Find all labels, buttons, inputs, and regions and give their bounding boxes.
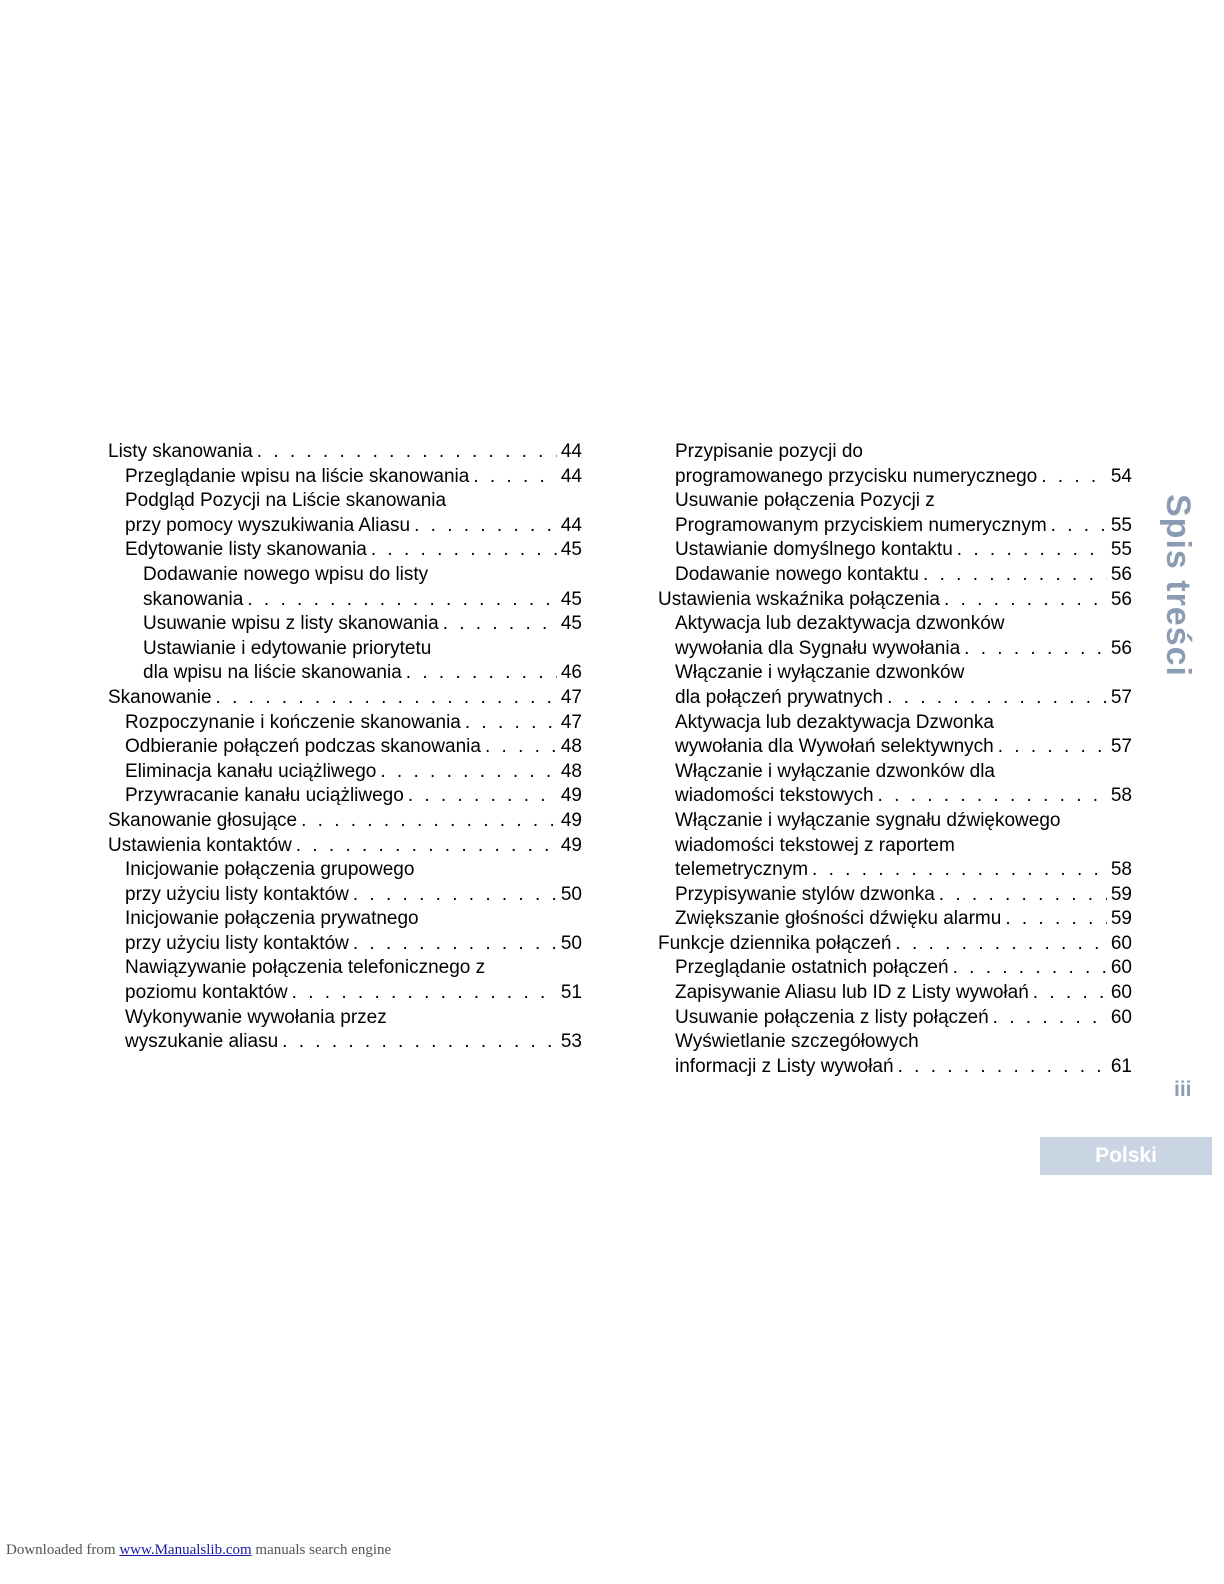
toc-entry-row bbox=[125, 932, 582, 957]
toc-entry-title: Ustawienia kontaktów bbox=[108, 834, 292, 856]
toc-entry-row bbox=[125, 735, 582, 760]
toc-entry-title-line: Aktywacja lub dezaktywacja dzwonków bbox=[675, 613, 1005, 635]
toc-entry-row bbox=[675, 465, 1132, 490]
toc-entry-title: telemetrycznym bbox=[675, 859, 809, 881]
toc-entry-row bbox=[125, 760, 582, 785]
toc-entry-title-line: Inicjowanie połączenia prywatnego bbox=[125, 908, 419, 930]
dot-leader bbox=[292, 981, 557, 1006]
toc-entry[interactable] bbox=[675, 981, 1132, 1006]
toc-entry-page: 49 bbox=[560, 785, 582, 807]
toc-entry-title-line: Dodawanie nowego wpisu do listy bbox=[143, 563, 429, 585]
toc-entry[interactable] bbox=[125, 1006, 582, 1055]
toc-entry-row bbox=[108, 834, 582, 859]
toc-entry-title: informacji z Listy wywołań bbox=[675, 1055, 894, 1077]
toc-entry-title: Zapisywanie Aliasu lub ID z Listy wywołań bbox=[675, 982, 1029, 1004]
toc-entry-row bbox=[675, 858, 1132, 883]
toc-entry-row bbox=[675, 883, 1132, 908]
dot-leader bbox=[353, 883, 557, 908]
toc-column-right bbox=[658, 440, 1132, 1079]
toc-entry-title: Eliminacja kanału uciążliwego bbox=[125, 760, 377, 782]
toc-entry-title: Przywracanie kanału uciążliwego bbox=[125, 785, 404, 807]
toc-entry-row bbox=[675, 907, 1132, 932]
toc-entry-page: 44 bbox=[560, 441, 582, 462]
toc-entry[interactable] bbox=[143, 637, 582, 686]
toc-entry[interactable] bbox=[658, 932, 1132, 957]
toc-entry[interactable] bbox=[108, 440, 582, 465]
toc-entry[interactable] bbox=[125, 711, 582, 736]
dot-leader bbox=[443, 612, 557, 637]
dot-leader bbox=[953, 956, 1107, 981]
toc-entry-title: przy użyciu listy kontaktów bbox=[125, 883, 349, 905]
toc-entry-page: 49 bbox=[560, 809, 582, 831]
dot-leader bbox=[878, 784, 1107, 809]
toc-entry-page: 48 bbox=[560, 736, 582, 758]
dot-leader bbox=[406, 661, 557, 686]
dot-leader bbox=[216, 686, 557, 711]
toc-entry-row bbox=[143, 661, 582, 686]
toc-entry-title: skanowania bbox=[143, 588, 244, 610]
dot-leader bbox=[380, 760, 557, 785]
toc-entry-page: 61 bbox=[1110, 1055, 1132, 1077]
toc-entry-title: Skanowanie bbox=[108, 686, 212, 708]
toc-entry-page: 56 bbox=[1110, 563, 1132, 585]
toc-entry-title: wyszukanie aliasu bbox=[125, 1031, 279, 1053]
toc-entry[interactable] bbox=[143, 612, 582, 637]
toc-entry-title: programowanego przycisku numerycznego bbox=[675, 465, 1038, 487]
toc-entry-row bbox=[675, 514, 1132, 539]
toc-entry-page: 59 bbox=[1110, 908, 1132, 930]
toc-entry[interactable] bbox=[125, 858, 582, 907]
toc-entry[interactable] bbox=[675, 956, 1132, 981]
dot-leader bbox=[1033, 981, 1107, 1006]
dot-leader bbox=[993, 1006, 1107, 1031]
toc-entry[interactable] bbox=[125, 907, 582, 956]
toc-entry-row bbox=[675, 686, 1132, 711]
toc-entry-row bbox=[108, 809, 582, 834]
toc-entry-title: Listy skanowania bbox=[108, 441, 253, 462]
footer bbox=[6, 1542, 391, 1559]
toc-entry-page: 49 bbox=[560, 834, 582, 856]
toc-entry-title-line: Usuwanie połączenia Pozycji z bbox=[675, 490, 935, 512]
toc-entry-page: 51 bbox=[560, 982, 582, 1004]
toc-entry-title: przy pomocy wyszukiwania Aliasu bbox=[125, 514, 411, 536]
toc-entry-row bbox=[675, 563, 1132, 588]
dot-leader bbox=[939, 883, 1107, 908]
toc-entry-title: przy użyciu listy kontaktów bbox=[125, 932, 349, 954]
toc-entry-title: Usuwanie połączenia z listy połączeń bbox=[675, 1006, 989, 1028]
toc-entry-title: poziomu kontaktów bbox=[125, 982, 288, 1004]
toc-entry-page: 47 bbox=[560, 711, 582, 733]
toc-entry-row bbox=[675, 956, 1132, 981]
toc-entry-row bbox=[125, 981, 582, 1006]
toc-entry-row bbox=[125, 784, 582, 809]
dot-leader bbox=[465, 711, 557, 736]
toc-entry[interactable] bbox=[125, 538, 582, 563]
toc-entry[interactable] bbox=[675, 489, 1132, 538]
toc-entry[interactable] bbox=[125, 784, 582, 809]
toc-entry-row bbox=[675, 538, 1132, 563]
dot-leader bbox=[964, 637, 1107, 662]
toc-entry[interactable] bbox=[675, 538, 1132, 563]
dot-leader bbox=[353, 932, 557, 957]
dot-leader bbox=[296, 834, 557, 859]
footer-link[interactable]: www.Manualslib.com bbox=[119, 1542, 252, 1558]
toc-entry-page: 56 bbox=[1110, 588, 1132, 610]
toc-entry[interactable] bbox=[125, 735, 582, 760]
toc-entry-row bbox=[675, 784, 1132, 809]
dot-leader bbox=[923, 563, 1107, 588]
toc-entry-row bbox=[675, 735, 1132, 760]
toc-entry-title: Przeglądanie wpisu na liście skanowania bbox=[125, 465, 470, 487]
dot-leader bbox=[944, 588, 1107, 613]
toc-entry-title: Przeglądanie ostatnich połączeń bbox=[675, 957, 949, 979]
dot-leader bbox=[414, 514, 557, 539]
toc-entry[interactable] bbox=[658, 588, 1132, 613]
language-tab: Polski bbox=[1040, 1137, 1212, 1175]
toc-entry-title-line: Podgląd Pozycji na Liście skanowania bbox=[125, 490, 447, 512]
toc-entry[interactable] bbox=[125, 489, 582, 538]
toc-entry-page: 60 bbox=[1110, 957, 1132, 979]
toc-entry[interactable] bbox=[675, 1006, 1132, 1031]
toc-entry-row bbox=[675, 1055, 1132, 1080]
dot-leader bbox=[485, 735, 557, 760]
toc-entry-row bbox=[125, 1030, 582, 1055]
toc-entry-title-line: Nawiązywanie połączenia telefonicznego z bbox=[125, 957, 486, 979]
footer-prefix: Downloaded from bbox=[6, 1542, 120, 1558]
toc-entry-row bbox=[658, 932, 1132, 957]
toc-entry[interactable] bbox=[125, 760, 582, 785]
dot-leader bbox=[1041, 465, 1107, 490]
toc-entry-title-line: Włączanie i wyłączanie dzwonków dla bbox=[675, 760, 995, 782]
toc-entry-row bbox=[675, 981, 1132, 1006]
dot-leader bbox=[812, 858, 1107, 883]
toc-entry-title: Zwiększanie głośności dźwięku alarmu bbox=[675, 908, 1002, 930]
page-number: iii bbox=[1174, 1078, 1192, 1101]
dot-leader bbox=[887, 686, 1107, 711]
toc-entry-title-line: Ustawianie i edytowanie priorytetu bbox=[143, 637, 432, 659]
toc-entry-page: 60 bbox=[1110, 932, 1132, 954]
dot-leader bbox=[895, 932, 1106, 957]
toc-entry-page: 59 bbox=[1110, 883, 1132, 905]
toc-entry-row bbox=[125, 883, 582, 908]
toc-entry-page: 44 bbox=[560, 514, 582, 536]
toc-entry-row bbox=[658, 588, 1132, 613]
toc-entry-title-line: Aktywacja lub dezaktywacja Dzwonka bbox=[675, 711, 994, 733]
dot-leader bbox=[371, 538, 557, 563]
toc-entry-page: 50 bbox=[560, 883, 582, 905]
toc-entry-page: 55 bbox=[1110, 514, 1132, 536]
toc-entry-page: 55 bbox=[1110, 539, 1132, 561]
toc-entry[interactable] bbox=[675, 809, 1132, 883]
toc-entry-page: 45 bbox=[560, 588, 582, 610]
toc-entry-row bbox=[108, 440, 582, 465]
toc-entry-title: wywołania dla Wywołań selektywnych bbox=[675, 736, 994, 758]
toc-entry-row bbox=[125, 465, 582, 490]
dot-leader bbox=[301, 809, 557, 834]
footer-suffix: manuals search engine bbox=[251, 1542, 392, 1558]
toc-entry-row bbox=[143, 612, 582, 637]
toc-entry-page: 57 bbox=[1110, 736, 1132, 758]
toc-entry-title: Dodawanie nowego kontaktu bbox=[675, 563, 920, 585]
dot-leader bbox=[998, 735, 1107, 760]
dot-leader bbox=[282, 1030, 557, 1055]
toc-entry[interactable] bbox=[675, 883, 1132, 908]
dot-leader bbox=[898, 1055, 1107, 1080]
toc-entry[interactable] bbox=[675, 661, 1132, 710]
dot-leader bbox=[957, 538, 1107, 563]
toc-entry-title: wiadomości tekstowych bbox=[675, 785, 874, 807]
toc-entry[interactable] bbox=[125, 465, 582, 490]
dot-leader bbox=[1005, 907, 1107, 932]
toc-entry-row bbox=[125, 514, 582, 539]
toc-entry-title-line: Wyświetlanie szczegółowych bbox=[675, 1031, 919, 1053]
toc-entry-page: 45 bbox=[560, 613, 582, 635]
section-side-title: Spis treści bbox=[1159, 494, 1197, 677]
toc-entry-row bbox=[108, 686, 582, 711]
toc-entry-title: Rozpoczynanie i kończenie skanowania bbox=[125, 711, 461, 733]
toc-entry-row bbox=[125, 711, 582, 736]
toc-entry-title-line: Włączanie i wyłączanie sygnału dźwiękowego bbox=[675, 809, 1061, 831]
toc-entry-title-line: Wykonywanie wywołania przez bbox=[125, 1006, 387, 1028]
toc-entry-title-line: Przypisanie pozycji do bbox=[675, 441, 863, 462]
dot-leader bbox=[408, 784, 557, 809]
toc-entry[interactable] bbox=[675, 440, 1132, 489]
toc-entry-page: 60 bbox=[1110, 1006, 1132, 1028]
toc-entry-page: 48 bbox=[560, 760, 582, 782]
toc-entry-page: 47 bbox=[560, 686, 582, 708]
toc-entry-title-line: wiadomości tekstowej z raportem bbox=[675, 834, 955, 856]
toc-entry[interactable] bbox=[108, 686, 582, 711]
dot-leader bbox=[473, 465, 557, 490]
toc-entry-page: 58 bbox=[1110, 785, 1132, 807]
toc-entry-title: dla połączeń prywatnych bbox=[675, 686, 884, 708]
dot-leader bbox=[1051, 514, 1107, 539]
toc-entry-page: 60 bbox=[1110, 982, 1132, 1004]
toc-entry-title: wywołania dla Sygnału wywołania bbox=[675, 637, 961, 659]
toc-entry-title: Edytowanie listy skanowania bbox=[125, 539, 367, 561]
toc-entry-row bbox=[675, 637, 1132, 662]
toc-entry-title: Programowanym przyciskiem numerycznym bbox=[675, 514, 1047, 536]
toc-entry[interactable] bbox=[675, 563, 1132, 588]
toc-entry[interactable] bbox=[675, 760, 1132, 809]
toc-entry[interactable] bbox=[675, 612, 1132, 661]
toc-column-left bbox=[108, 440, 582, 1055]
toc-entry-title: Ustawienia wskaźnika połączenia bbox=[658, 588, 940, 610]
toc-entry[interactable] bbox=[675, 711, 1132, 760]
toc-entry-page: 44 bbox=[560, 465, 582, 487]
toc-entry-title-line: Włączanie i wyłączanie dzwonków bbox=[675, 662, 965, 684]
toc-entry-title: Usuwanie wpisu z listy skanowania bbox=[143, 613, 439, 635]
dot-leader bbox=[247, 588, 557, 613]
toc-entry-row bbox=[143, 588, 582, 613]
toc-entry-row bbox=[125, 538, 582, 563]
toc-entry-row bbox=[675, 1006, 1132, 1031]
toc-entry-page: 53 bbox=[560, 1031, 582, 1053]
toc-entry-page: 57 bbox=[1110, 686, 1132, 708]
toc-entry[interactable] bbox=[143, 563, 582, 612]
toc-entry-page: 50 bbox=[560, 932, 582, 954]
toc-entry-title: Przypisywanie stylów dzwonka bbox=[675, 883, 935, 905]
toc-entry[interactable] bbox=[675, 1030, 1132, 1079]
toc-entry-title-line: Inicjowanie połączenia grupowego bbox=[125, 859, 415, 881]
toc-entry-title: Ustawianie domyślnego kontaktu bbox=[675, 539, 953, 561]
toc-entry-page: 54 bbox=[1110, 465, 1132, 487]
toc-entry-page: 45 bbox=[560, 539, 582, 561]
toc-entry-title: Odbieranie połączeń podczas skanowania bbox=[125, 736, 481, 758]
toc-entry[interactable] bbox=[108, 834, 582, 859]
toc-entry-page: 46 bbox=[560, 662, 582, 684]
toc-entry-title: dla wpisu na liście skanowania bbox=[143, 662, 402, 684]
toc-entry[interactable] bbox=[108, 809, 582, 834]
toc-entry-title: Funkcje dziennika połączeń bbox=[658, 932, 892, 954]
toc-entry-title: Skanowanie głosujące bbox=[108, 809, 298, 831]
toc-entry-page: 56 bbox=[1110, 637, 1132, 659]
dot-leader bbox=[257, 440, 557, 465]
toc-entry[interactable] bbox=[125, 956, 582, 1005]
toc-entry[interactable] bbox=[675, 907, 1132, 932]
toc-entry-page: 58 bbox=[1110, 859, 1132, 881]
